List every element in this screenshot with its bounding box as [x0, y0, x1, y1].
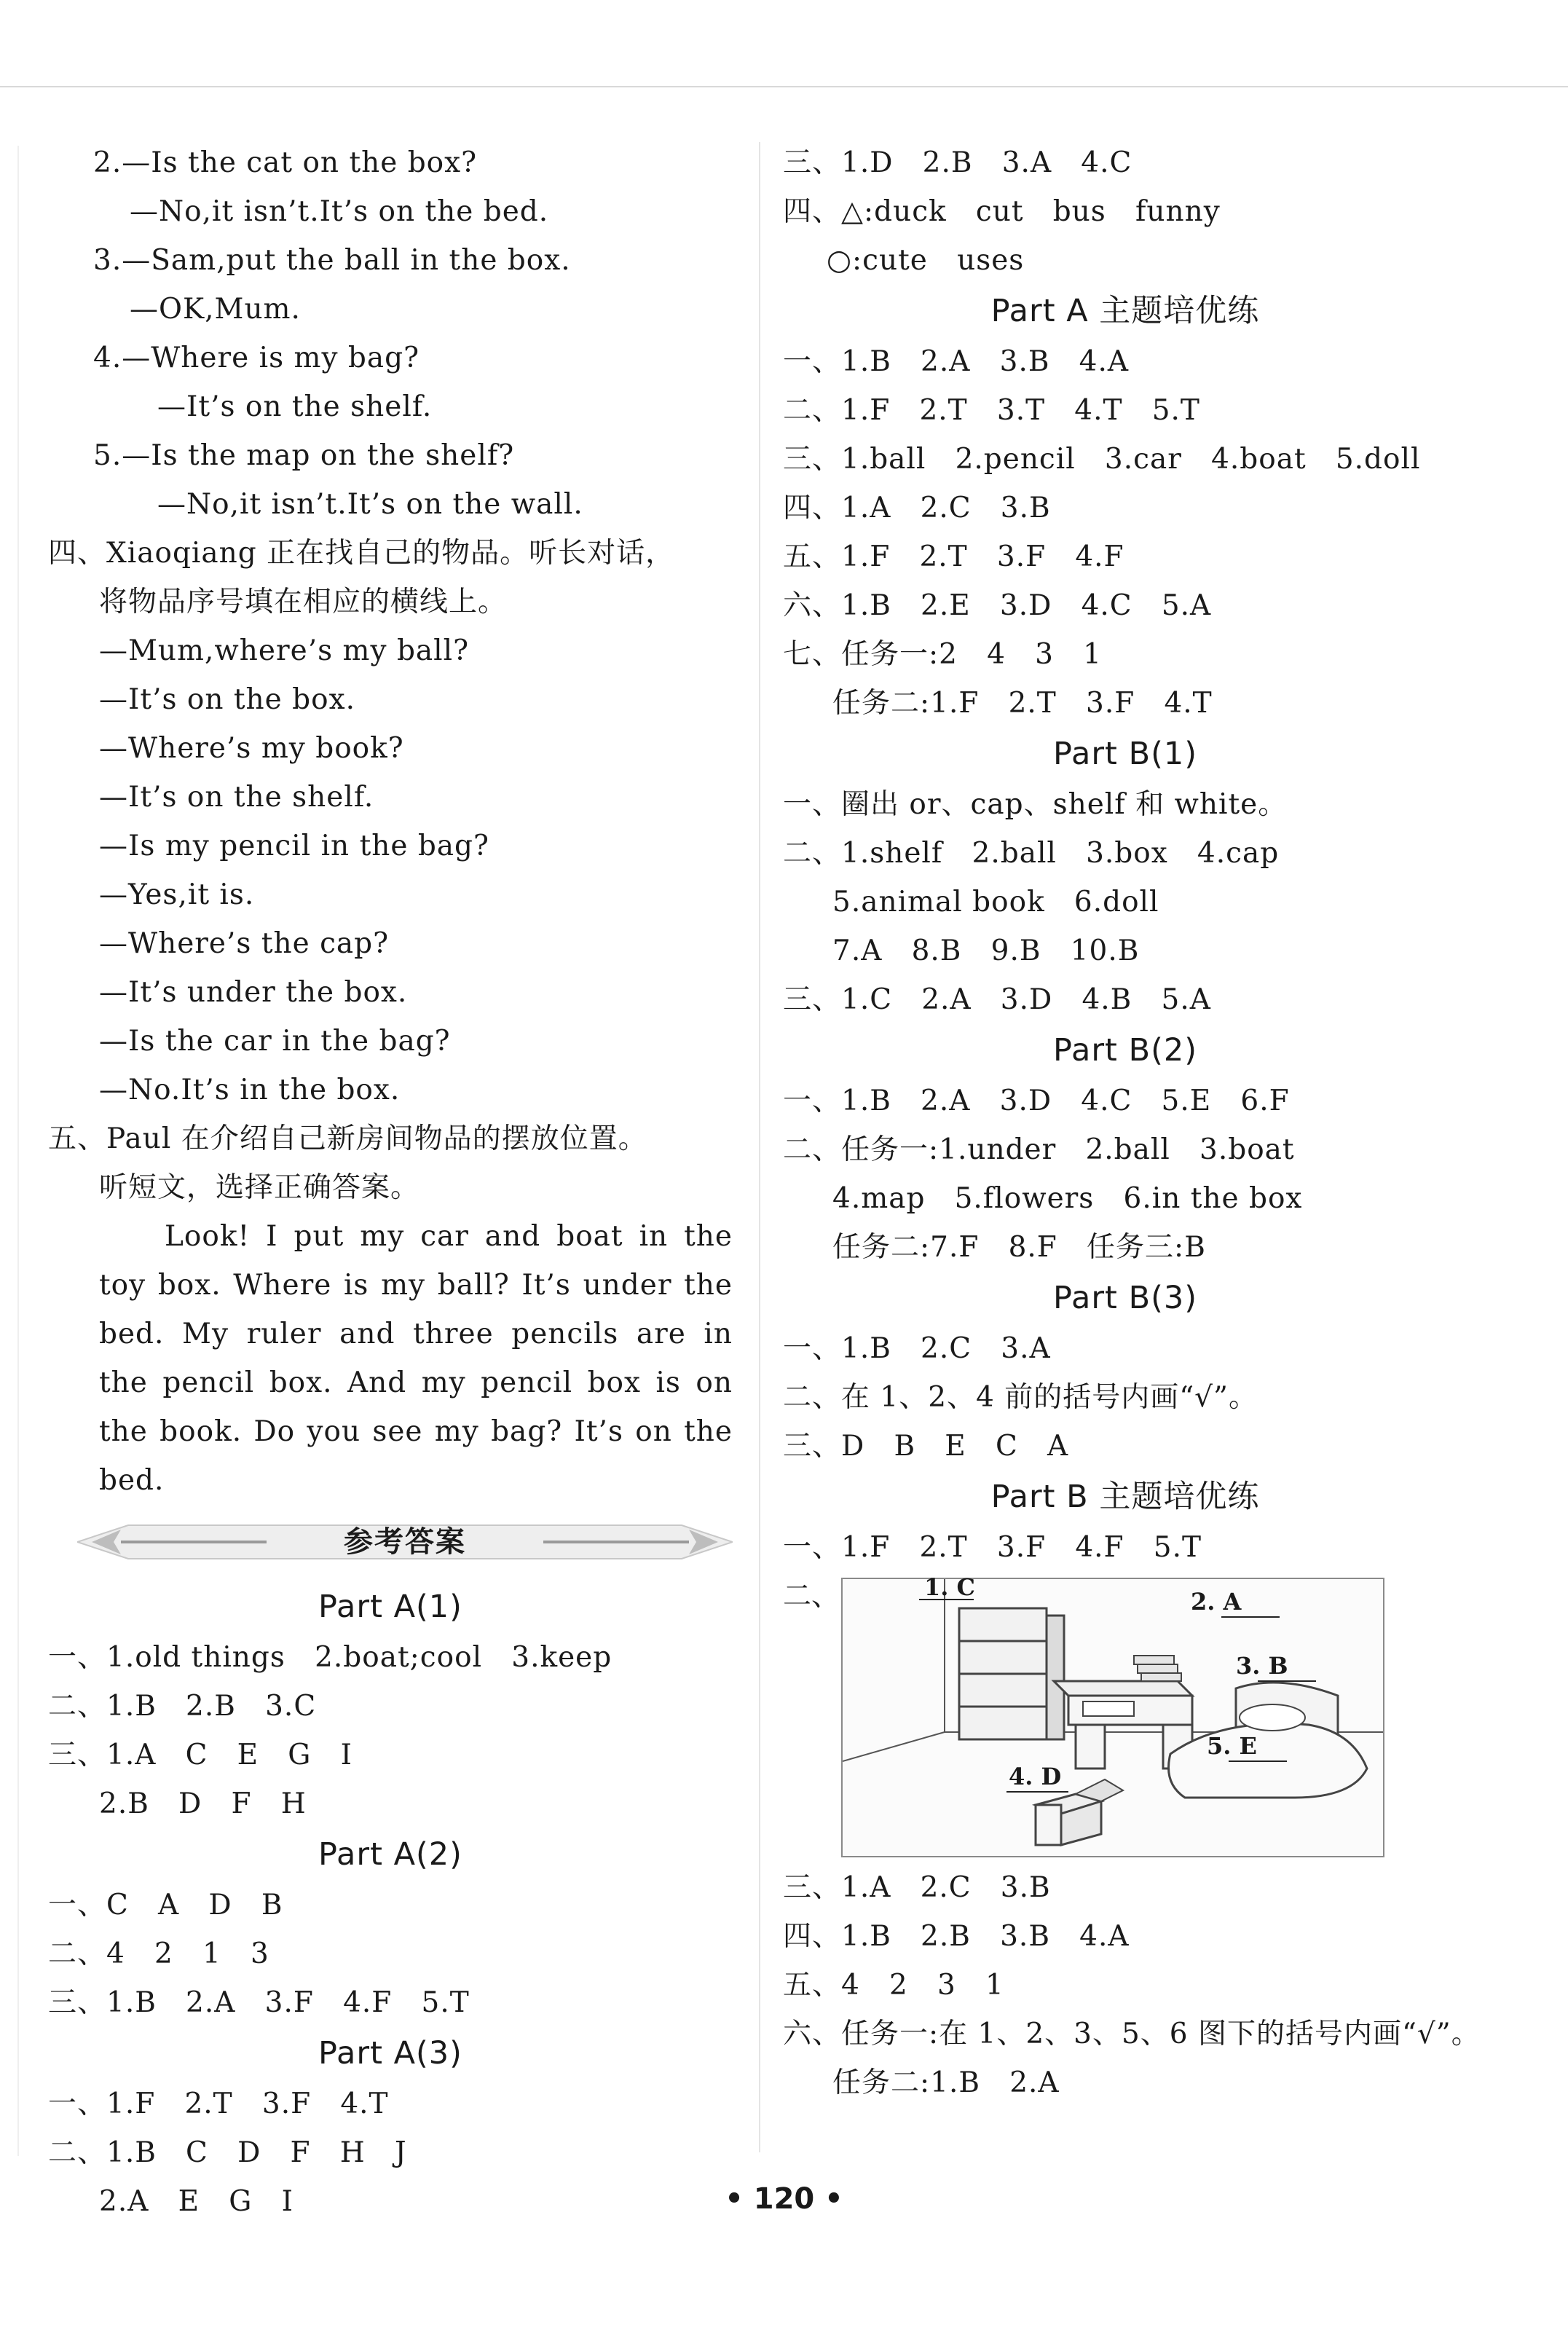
text-line: 一、1.B 2.A 3.B 4.A [783, 345, 1130, 378]
figure-answer-4: 4. D [1009, 1763, 1062, 1790]
text-line: —Where’s the cap? [99, 927, 390, 960]
text-line: 二、4 2 1 3 [48, 1937, 269, 1970]
figure-answer-5: 5. E [1207, 1732, 1257, 1760]
text-line: 五、4 2 3 1 [783, 1969, 1004, 2002]
text-line: —Is my pencil in the bag? [99, 830, 489, 862]
figure-answer-1: 1. C [924, 1573, 976, 1601]
text-line: 4.—Where is my bag? [93, 342, 419, 374]
section-heading: Part B 主题培优练 [990, 1479, 1260, 1515]
text-line: 5.—Is the map on the shelf? [93, 439, 515, 472]
text-line: 三、1.A 2.C 3.B [783, 1871, 1051, 1904]
bed-drawing [1169, 1683, 1368, 1798]
text-line: 一、1.B 2.A 3.D 4.C 5.E 6.F [783, 1085, 1290, 1117]
text-line: 任务二:7.F 8.F 任务三:B [832, 1231, 1206, 1264]
text-line: 四、△:duck cut bus funny [783, 195, 1221, 228]
left-lines-top [48, 138, 733, 1212]
right-column [783, 138, 1481, 2107]
text-line: 5.animal book 6.doll [832, 886, 1159, 918]
text-line: —Mum,where’s my ball? [99, 634, 470, 667]
text-line: 三、1.D 2.B 3.A 4.C [783, 146, 1132, 179]
text-line: —It’s on the shelf. [99, 781, 374, 814]
figure-question-label: 二、 [783, 1580, 840, 1613]
text-line: 3.—Sam,put the ball in the box. [93, 244, 571, 277]
text-line: —It’s on the box. [99, 683, 355, 716]
text-line: 二、1.B 2.B 3.C [48, 1690, 317, 1723]
text-line: 任务二:1.F 2.T 3.F 4.T [832, 687, 1213, 720]
text-line: —No,it isn’t.It’s on the wall. [157, 488, 583, 521]
left-lines-bottom [48, 1581, 733, 2226]
text-line: 五、Paul 在介绍自己新房间物品的摆放位置。 [48, 1122, 647, 1155]
text-line: —Yes,it is. [99, 878, 255, 911]
text-line: 二、任务一:1.under 2.ball 3.boat [783, 1133, 1295, 1166]
text-line: 一、C A D B [48, 1889, 283, 1921]
text-line: 四、1.A 2.C 3.B [783, 492, 1051, 524]
section-heading: Part B(1) [1053, 736, 1197, 772]
right-lines-top [783, 138, 1467, 1572]
text-line: 2.B D F H [99, 1787, 307, 1820]
text-line: 一、1.old things 2.boat;cool 3.keep [48, 1641, 612, 1674]
text-line: 二、在 1、2、4 前的括号内画“√”。 [783, 1381, 1258, 1414]
shelf-drawing [959, 1608, 1064, 1739]
left-margin-rule [17, 146, 19, 2156]
text-line: 三、D B E C A [783, 1430, 1069, 1463]
room-illustration [841, 1573, 1384, 1857]
section-heading: Part A(3) [318, 2035, 462, 2072]
text-line: 一、1.F 2.T 3.F 4.T [48, 2088, 389, 2120]
room-figure-row [783, 1572, 1467, 1863]
page-number: • 120 • [725, 2182, 843, 2216]
column-divider [759, 142, 760, 2152]
text-line: 三、1.ball 2.pencil 3.car 4.boat 5.doll [783, 443, 1421, 476]
text-line: 四、1.B 2.B 3.B 4.A [783, 1920, 1130, 1953]
text-line: —It’s on the shelf. [157, 390, 433, 423]
section-heading: Part B(3) [1053, 1280, 1197, 1316]
section-heading: Part B(2) [1053, 1032, 1197, 1069]
text-line: 2.A E G I [99, 2185, 293, 2218]
text-line: —It’s under the box. [99, 976, 408, 1009]
text-line: 七、任务一:2 4 3 1 [783, 638, 1102, 671]
section-heading: Part A(2) [318, 1836, 462, 1873]
text-line: 六、1.B 2.E 3.D 4.C 5.A [783, 589, 1212, 622]
section-heading: Part A 主题培优练 [990, 293, 1260, 329]
text-line: 4.map 5.flowers 6.in the box [832, 1182, 1303, 1215]
text-line: 一、圈出 or、cap、shelf 和 white。 [783, 788, 1288, 821]
text-line: 任务二:1.B 2.A [832, 2066, 1060, 2099]
text-line: 一、1.B 2.C 3.A [783, 1332, 1051, 1365]
text-line: —OK,Mum. [130, 293, 301, 326]
text-line: —No.It’s in the box. [99, 1074, 401, 1106]
answer-banner [48, 1515, 733, 1578]
text-line: —No,it isn’t.It’s on the bed. [130, 195, 549, 228]
text-line: 2.—Is the cat on the box? [93, 146, 478, 179]
text-line: 将物品序号填在相应的横线上。 [99, 586, 508, 618]
text-line: 三、1.C 2.A 3.D 4.B 5.A [783, 983, 1211, 1016]
text-line: 三、1.B 2.A 3.F 4.F 5.T [48, 1986, 470, 2019]
left-column [48, 138, 733, 2226]
passage-text: Look! I put my car and boat in the toy box. Where is my ball? It’s under the bed. My ruler and three pencils are in the pencil box. And my pencil box is on the book. Do you see my bag? It’s on the bed. [99, 1220, 733, 1497]
figure-answer-2: 2. A [1191, 1588, 1242, 1616]
room-drawing [843, 1579, 1383, 1856]
figure-answer-3: 3. B [1236, 1652, 1288, 1680]
text-line: 五、1.F 2.T 3.F 4.F [783, 540, 1124, 573]
text-line: 7.A 8.B 9.B 10.B [832, 935, 1140, 967]
text-line: ○:cute uses [827, 244, 1025, 277]
text-line: 三、1.A C E G I [48, 1739, 353, 1771]
text-line: 二、1.F 2.T 3.T 4.T 5.T [783, 394, 1200, 427]
text-line: 六、任务一:在 1、2、3、5、6 图下的括号内画“√”。 [783, 2018, 1481, 2050]
desk-drawing [1054, 1656, 1192, 1769]
section-heading: Part A(1) [318, 1589, 462, 1625]
top-rule [0, 86, 1568, 87]
banner-title: 参考答案 [344, 1525, 466, 1559]
text-line: —Where’s my book? [99, 732, 404, 765]
text-line: 一、1.F 2.T 3.F 4.F 5.T [783, 1531, 1202, 1564]
passage [48, 1212, 733, 1505]
text-line: 二、1.B C D F H J [48, 2136, 407, 2169]
text-line: —Is the car in the bag? [99, 1025, 451, 1058]
text-line: 听短文，选择正确答案。 [99, 1171, 420, 1204]
text-line: 二、1.shelf 2.ball 3.box 4.cap [783, 837, 1280, 870]
right-lines-bottom [783, 1863, 1481, 2107]
text-line: 四、Xiaoqiang 正在找自己的物品。听长对话， [48, 537, 675, 570]
